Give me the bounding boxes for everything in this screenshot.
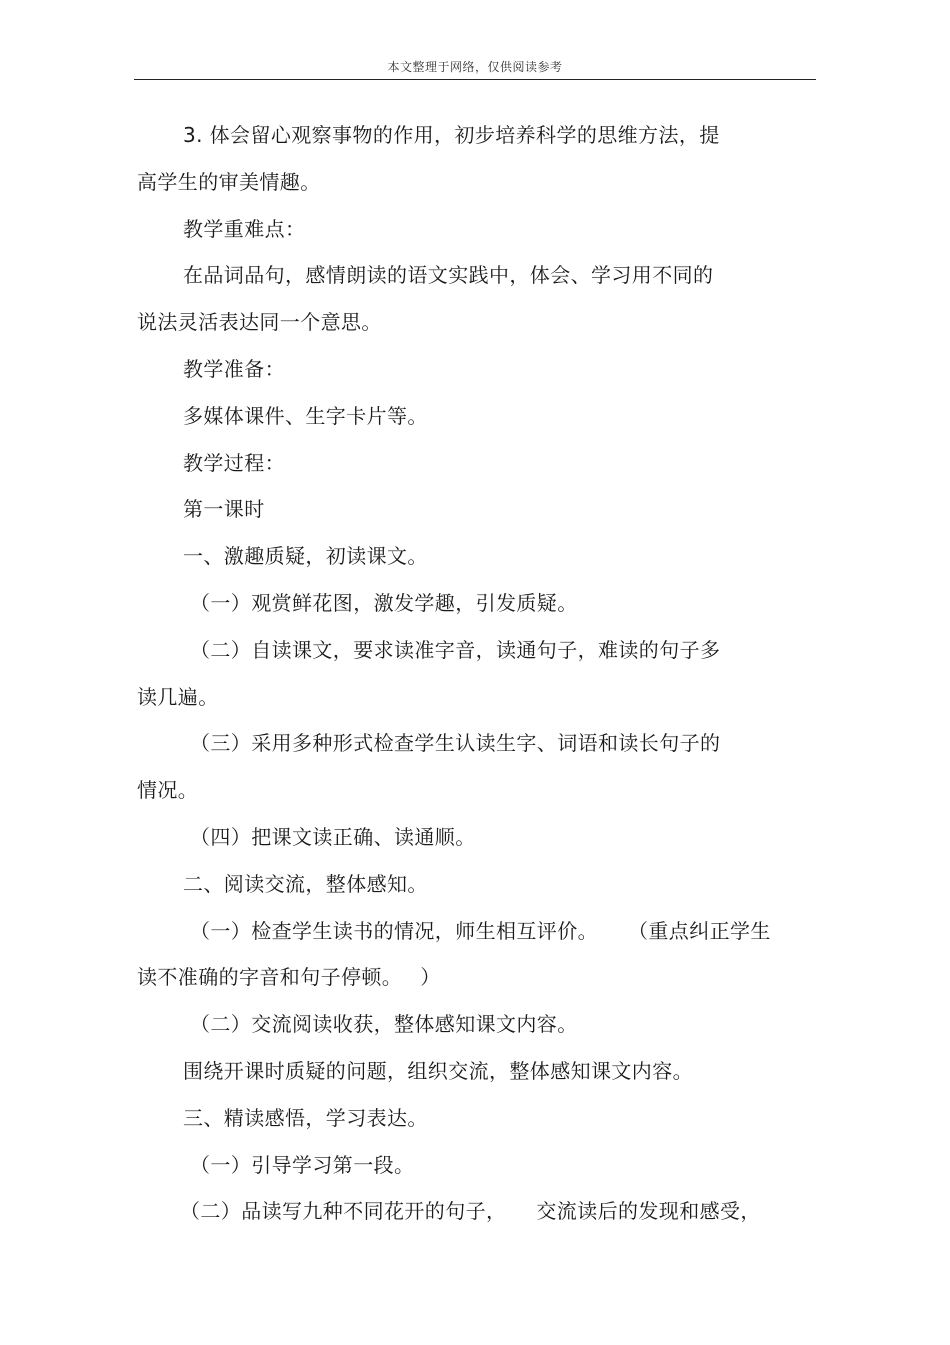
list-item: （二）交流阅读收获，整体感知课文内容。: [190, 1012, 578, 1037]
paragraph-line: 在品词品句，感情朗读的语文实践中，体会、学习用不同的: [183, 263, 714, 288]
list-item: （三）采用多种形式检查学生认读生字、词语和读长句子的: [190, 731, 721, 756]
list-item: （一）观赏鲜花图，激发学趣，引发质疑。: [190, 590, 578, 615]
paragraph-line: 情况。: [137, 778, 199, 803]
page-header: 本文整理于网络，仅供阅读参考: [387, 60, 563, 74]
list-item-text: （二）品读写九种不同花开的句子，: [180, 1199, 507, 1224]
list-item-text: （一）检查学生读书的情况，师生相互评价。: [190, 918, 598, 943]
paragraph-note-end: ）: [420, 965, 441, 990]
section-heading: 第一课时: [183, 497, 265, 522]
paragraph-line: 读几遍。: [137, 684, 219, 709]
list-item-text-cont: 交流读后的发现和感受，: [536, 1199, 761, 1224]
list-item: （二）自读课文，要求读准字音，读通句子，难读的句子多: [190, 637, 721, 662]
paragraph-line: 高学生的审美情趣。: [137, 169, 321, 194]
paragraph-line: 围绕开课时质疑的问题，组织交流，整体感知课文内容。: [183, 1058, 693, 1083]
section-heading: 三、精读感悟，学习表达。: [183, 1105, 428, 1130]
paragraph-line: 3. 体会留心观察事物的作用，初步培养科学的思维方法，提: [183, 123, 720, 147]
list-item: （一）引导学习第一段。: [190, 1152, 415, 1177]
list-item: （四）把课文读正确、读通顺。: [190, 824, 476, 849]
section-heading: 教学准备：: [183, 356, 285, 381]
header-divider: [134, 79, 816, 80]
paragraph-line: [137, 954, 817, 1001]
paragraph-text: 读不准确的字音和句子停顿。: [137, 965, 403, 990]
section-heading: 二、阅读交流，整体感知。: [183, 871, 428, 896]
document-body: [137, 112, 817, 1235]
paragraph-line: 说法灵活表达同一个意思。: [137, 310, 382, 335]
section-heading: 教学过程：: [183, 450, 285, 475]
section-heading: 一、激趣质疑，初读课文。: [183, 544, 428, 569]
list-item-note: （重点纠正学生: [628, 918, 771, 943]
section-heading: 教学重难点：: [183, 216, 306, 241]
list-item: [137, 908, 817, 955]
list-item: [137, 1188, 817, 1235]
paragraph-line: 多媒体课件、生字卡片等。: [183, 403, 428, 428]
